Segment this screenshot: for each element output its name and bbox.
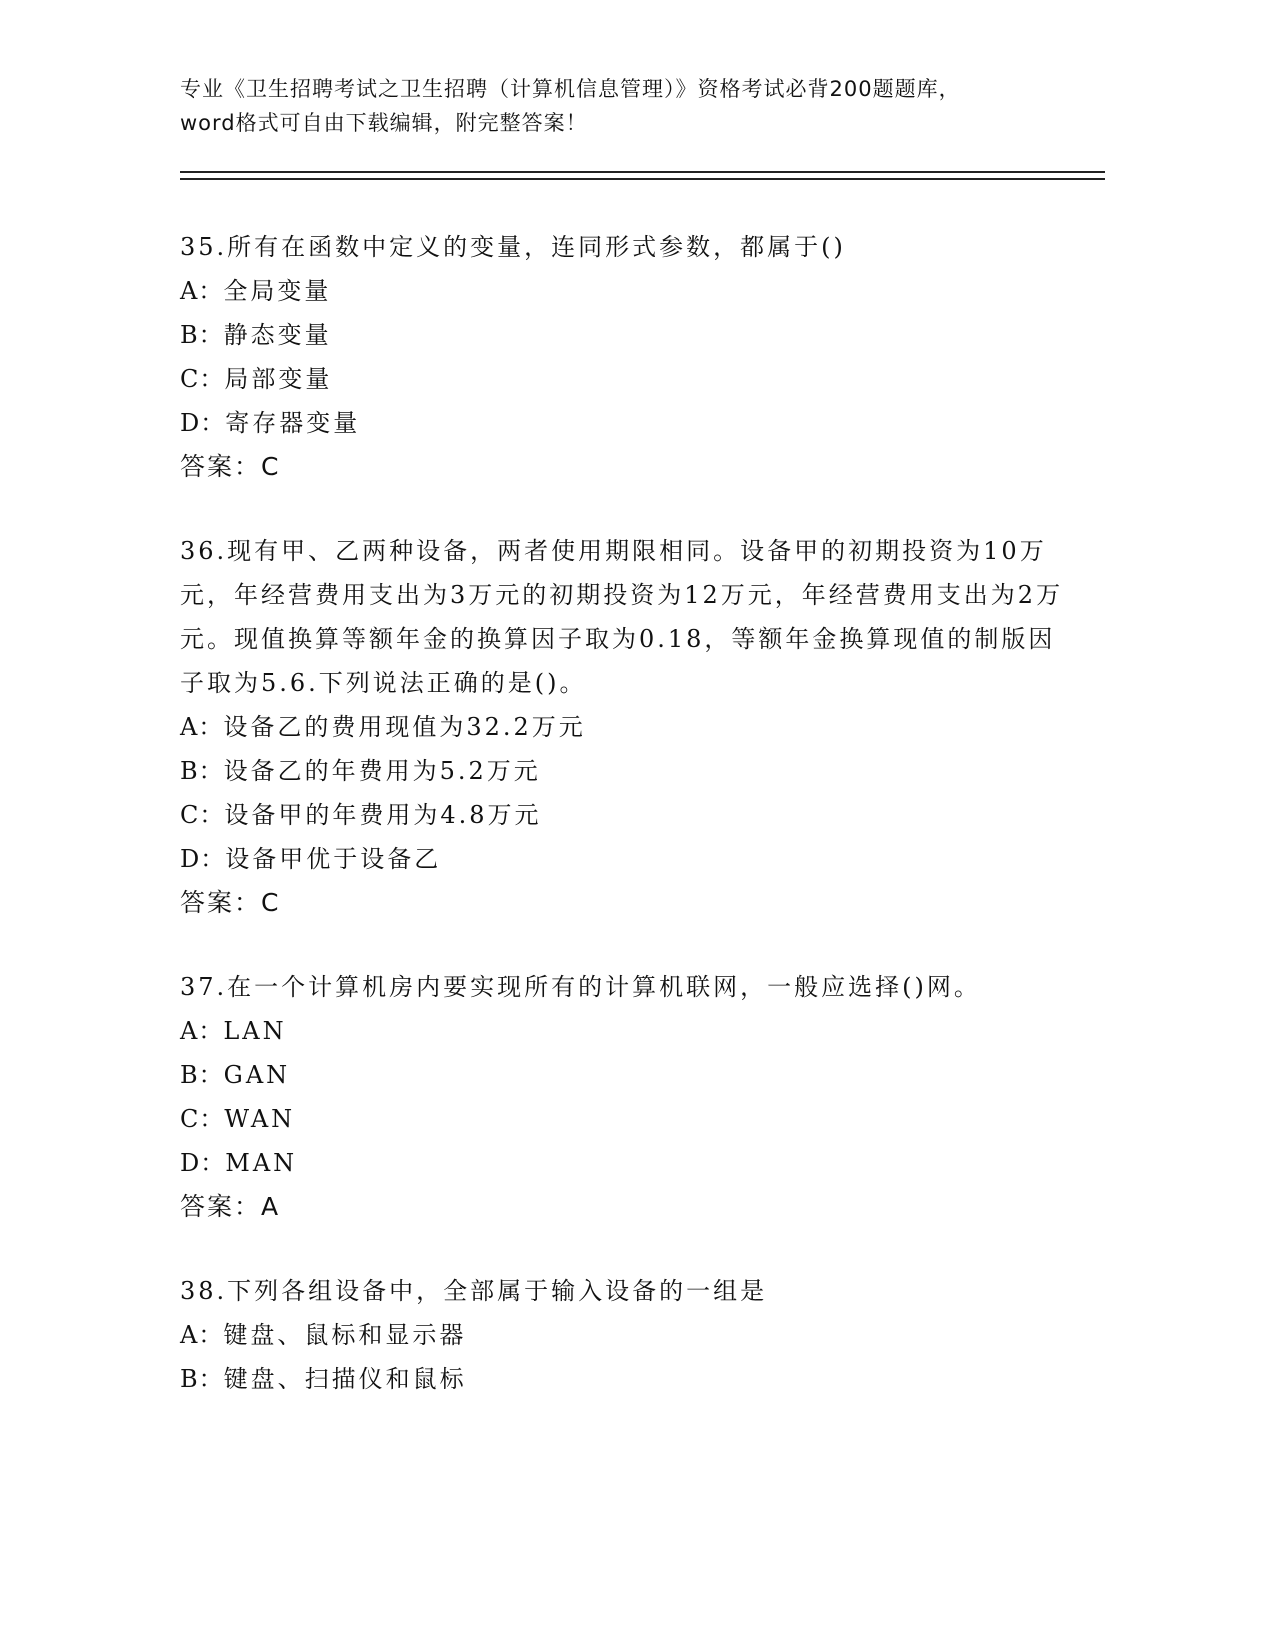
answer-value: C — [261, 888, 281, 917]
answer-label: 答案： — [180, 888, 262, 917]
option-text: 键盘、鼠标和显示器 — [223, 1321, 467, 1349]
option-d — [180, 1141, 1080, 1185]
option-a — [180, 269, 1080, 313]
option-text: 设备乙的年费用为5.2万元 — [223, 757, 541, 785]
option-text: 键盘、扫描仪和鼠标 — [223, 1365, 467, 1393]
question-38 — [180, 1269, 1080, 1401]
option-c — [180, 1097, 1080, 1141]
option-key: B： — [180, 1061, 224, 1089]
option-text: 局部变量 — [224, 365, 333, 393]
option-b — [180, 1053, 1080, 1097]
option-key: A： — [180, 1321, 224, 1349]
option-text: WAN — [224, 1105, 296, 1133]
option-c — [180, 793, 1080, 837]
answer-line — [180, 881, 1080, 925]
answer-value: A — [261, 1192, 281, 1221]
question-36 — [180, 529, 1080, 925]
header-title-line-1: 专业《卫生招聘考试之卫生招聘（计算机信息管理）》资格考试必背200题题库， — [180, 77, 961, 101]
option-c — [180, 357, 1080, 401]
question-37 — [180, 965, 1080, 1229]
option-key: A： — [180, 713, 224, 741]
answer-label: 答案： — [180, 1192, 262, 1221]
option-a — [180, 1009, 1080, 1053]
option-b — [180, 1357, 1080, 1401]
option-d — [180, 837, 1080, 881]
header-divider-top — [180, 171, 1105, 173]
option-b — [180, 749, 1080, 793]
option-a — [180, 705, 1080, 749]
header-title-line-2: word格式可自由下载编辑，附完整答案！ — [180, 111, 588, 135]
question-stem: 36.现有甲、乙两种设备，两者使用期限相同。设备甲的初期投资为10万元，年经营费用支出为3万元的初期投资为12万元，年经营费用支出为2万元。现值换算等额年金的换算因子取为0.18，等额年金换算现值的制版因子取为5.6.下列说法正确的是()。 — [180, 537, 1064, 697]
question-stem: 35.所有在函数中定义的变量，连同形式参数，都属于() — [180, 233, 846, 261]
option-text: LAN — [223, 1017, 287, 1045]
option-a — [180, 1313, 1080, 1357]
option-key: C： — [180, 801, 225, 829]
option-text: GAN — [223, 1061, 291, 1089]
option-key: D： — [180, 1149, 226, 1177]
option-key: C： — [180, 1105, 225, 1133]
answer-line — [180, 1185, 1080, 1229]
answer-line — [180, 445, 1080, 489]
option-text: 设备甲优于设备乙 — [225, 845, 442, 873]
question-35 — [180, 225, 1080, 489]
answer-label: 答案： — [180, 452, 262, 481]
option-key: A： — [180, 277, 224, 305]
option-text: 全局变量 — [223, 277, 332, 305]
option-text: 寄存器变量 — [225, 409, 361, 437]
option-key: C： — [180, 365, 225, 393]
question-stem: 37.在一个计算机房内要实现所有的计算机联网，一般应选择()网。 — [180, 973, 981, 1001]
option-key: D： — [180, 409, 226, 437]
option-text: 设备甲的年费用为4.8万元 — [224, 801, 542, 829]
option-key: A： — [180, 1017, 224, 1045]
answer-value: C — [261, 452, 281, 481]
option-key: D： — [180, 845, 226, 873]
question-list — [180, 225, 1080, 1441]
option-text: 静态变量 — [223, 321, 332, 349]
header-divider-bottom — [180, 178, 1105, 180]
option-key: B： — [180, 321, 224, 349]
option-text: MAN — [225, 1149, 298, 1177]
option-text: 设备乙的费用现值为32.2万元 — [223, 713, 586, 741]
option-b — [180, 313, 1080, 357]
option-d — [180, 401, 1080, 445]
question-stem: 38.下列各组设备中，全部属于输入设备的一组是 — [180, 1277, 768, 1305]
document-header — [180, 72, 1100, 140]
option-key: B： — [180, 1365, 224, 1393]
option-key: B： — [180, 757, 224, 785]
